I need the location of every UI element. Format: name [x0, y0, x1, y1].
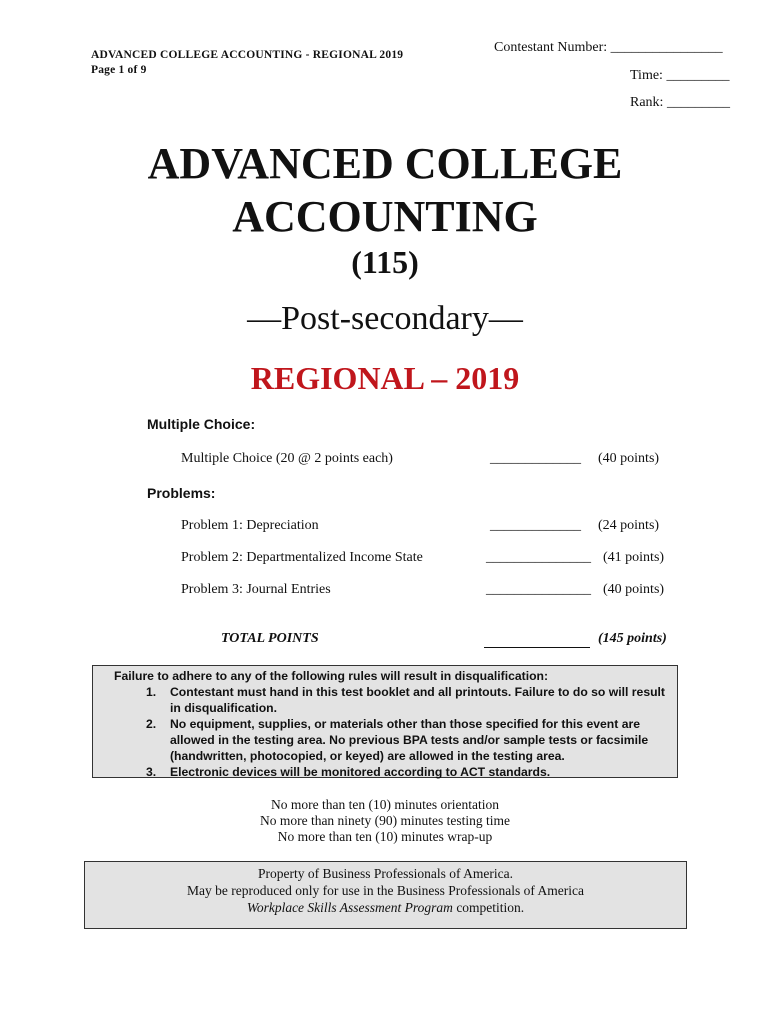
title-line-2: ACCOUNTING [232, 192, 538, 241]
problem-1-label: Problem 1: Depreciation [181, 518, 319, 533]
property-notice-box [84, 861, 687, 929]
rule-item [114, 764, 671, 780]
title-line-1: ADVANCED COLLEGE [147, 139, 623, 188]
timing-wrapup: No more than ten (10) minutes wrap-up [277, 829, 493, 844]
property-line-3 [85, 899, 686, 916]
property-line-1: Property of Business Professionals of America. [258, 866, 513, 881]
program-name: Workplace Skills Assessment Program [246, 900, 453, 915]
total-points-value: (145 points) [598, 631, 667, 646]
problem-2-label: Problem 2: Departmentalized Income State [181, 550, 423, 565]
rule-text: No equipment, supplies, or materials other than those specified for this event are allowed in the testing area. No previous BPA tests and/or sample tests or facsimile (handwritten, photocopied, or keyed) are allowed in the testing area. [170, 717, 649, 763]
problems-heading: Problems: [147, 485, 216, 501]
rule-text: Electronic devices will be monitored according to ACT standards. [170, 765, 551, 779]
document-header [91, 48, 403, 78]
timing-block [0, 797, 770, 845]
timing-testing: No more than ninety (90) minutes testing time [259, 813, 511, 828]
property-line-2: May be reproduced only for use in the Business Professionals of America [186, 883, 585, 898]
rules-heading: Failure to adhere to any of the following rules will result in disqualification: [114, 669, 549, 683]
problem-1-blank: _____________ [490, 518, 581, 533]
problem-3-label: Problem 3: Journal Entries [181, 582, 331, 597]
level-subtitle: —Post-secondary— [247, 300, 523, 337]
timing-orientation: No more than ten (10) minutes orientation [271, 797, 499, 812]
event-code: (115) [351, 244, 419, 280]
problem-1-points: (24 points) [598, 518, 660, 533]
mc-item-blank: _____________ [490, 451, 581, 466]
mc-item-points: (40 points) [598, 451, 660, 466]
rank-field: Rank: _________ [630, 95, 730, 110]
problem-3-points: (40 points) [603, 582, 665, 597]
rule-number: 3. [146, 765, 157, 779]
page-number: Page 1 of 9 [91, 64, 147, 76]
rule-number: 1. [146, 685, 157, 699]
mc-item-label: Multiple Choice (20 @ 2 points each) [181, 451, 393, 466]
problem-2-points: (41 points) [603, 550, 665, 565]
rule-text: Contestant must hand in this test booklet and all printouts. Failure to do so will result in disqualification. [170, 685, 665, 715]
time-field: Time: _________ [630, 68, 730, 83]
contestant-number-field: Contestant Number: ________________ [494, 40, 723, 55]
multiple-choice-heading: Multiple Choice: [147, 416, 256, 432]
rule-number: 2. [146, 717, 157, 731]
rules-box [92, 665, 678, 778]
rule-item [114, 716, 671, 764]
event-line: ADVANCED COLLEGE ACCOUNTING - REGIONAL 2019 [91, 49, 404, 61]
problem-3-blank: _______________ [486, 582, 591, 597]
property-line-3-rest: competition. [452, 900, 525, 915]
problem-2-blank: _______________ [486, 550, 591, 565]
total-points-label: TOTAL POINTS [221, 631, 319, 646]
rules-list [114, 684, 671, 780]
total-points-blank [484, 631, 590, 648]
rule-item [114, 684, 671, 716]
regional-year: REGIONAL – 2019 [250, 360, 520, 396]
